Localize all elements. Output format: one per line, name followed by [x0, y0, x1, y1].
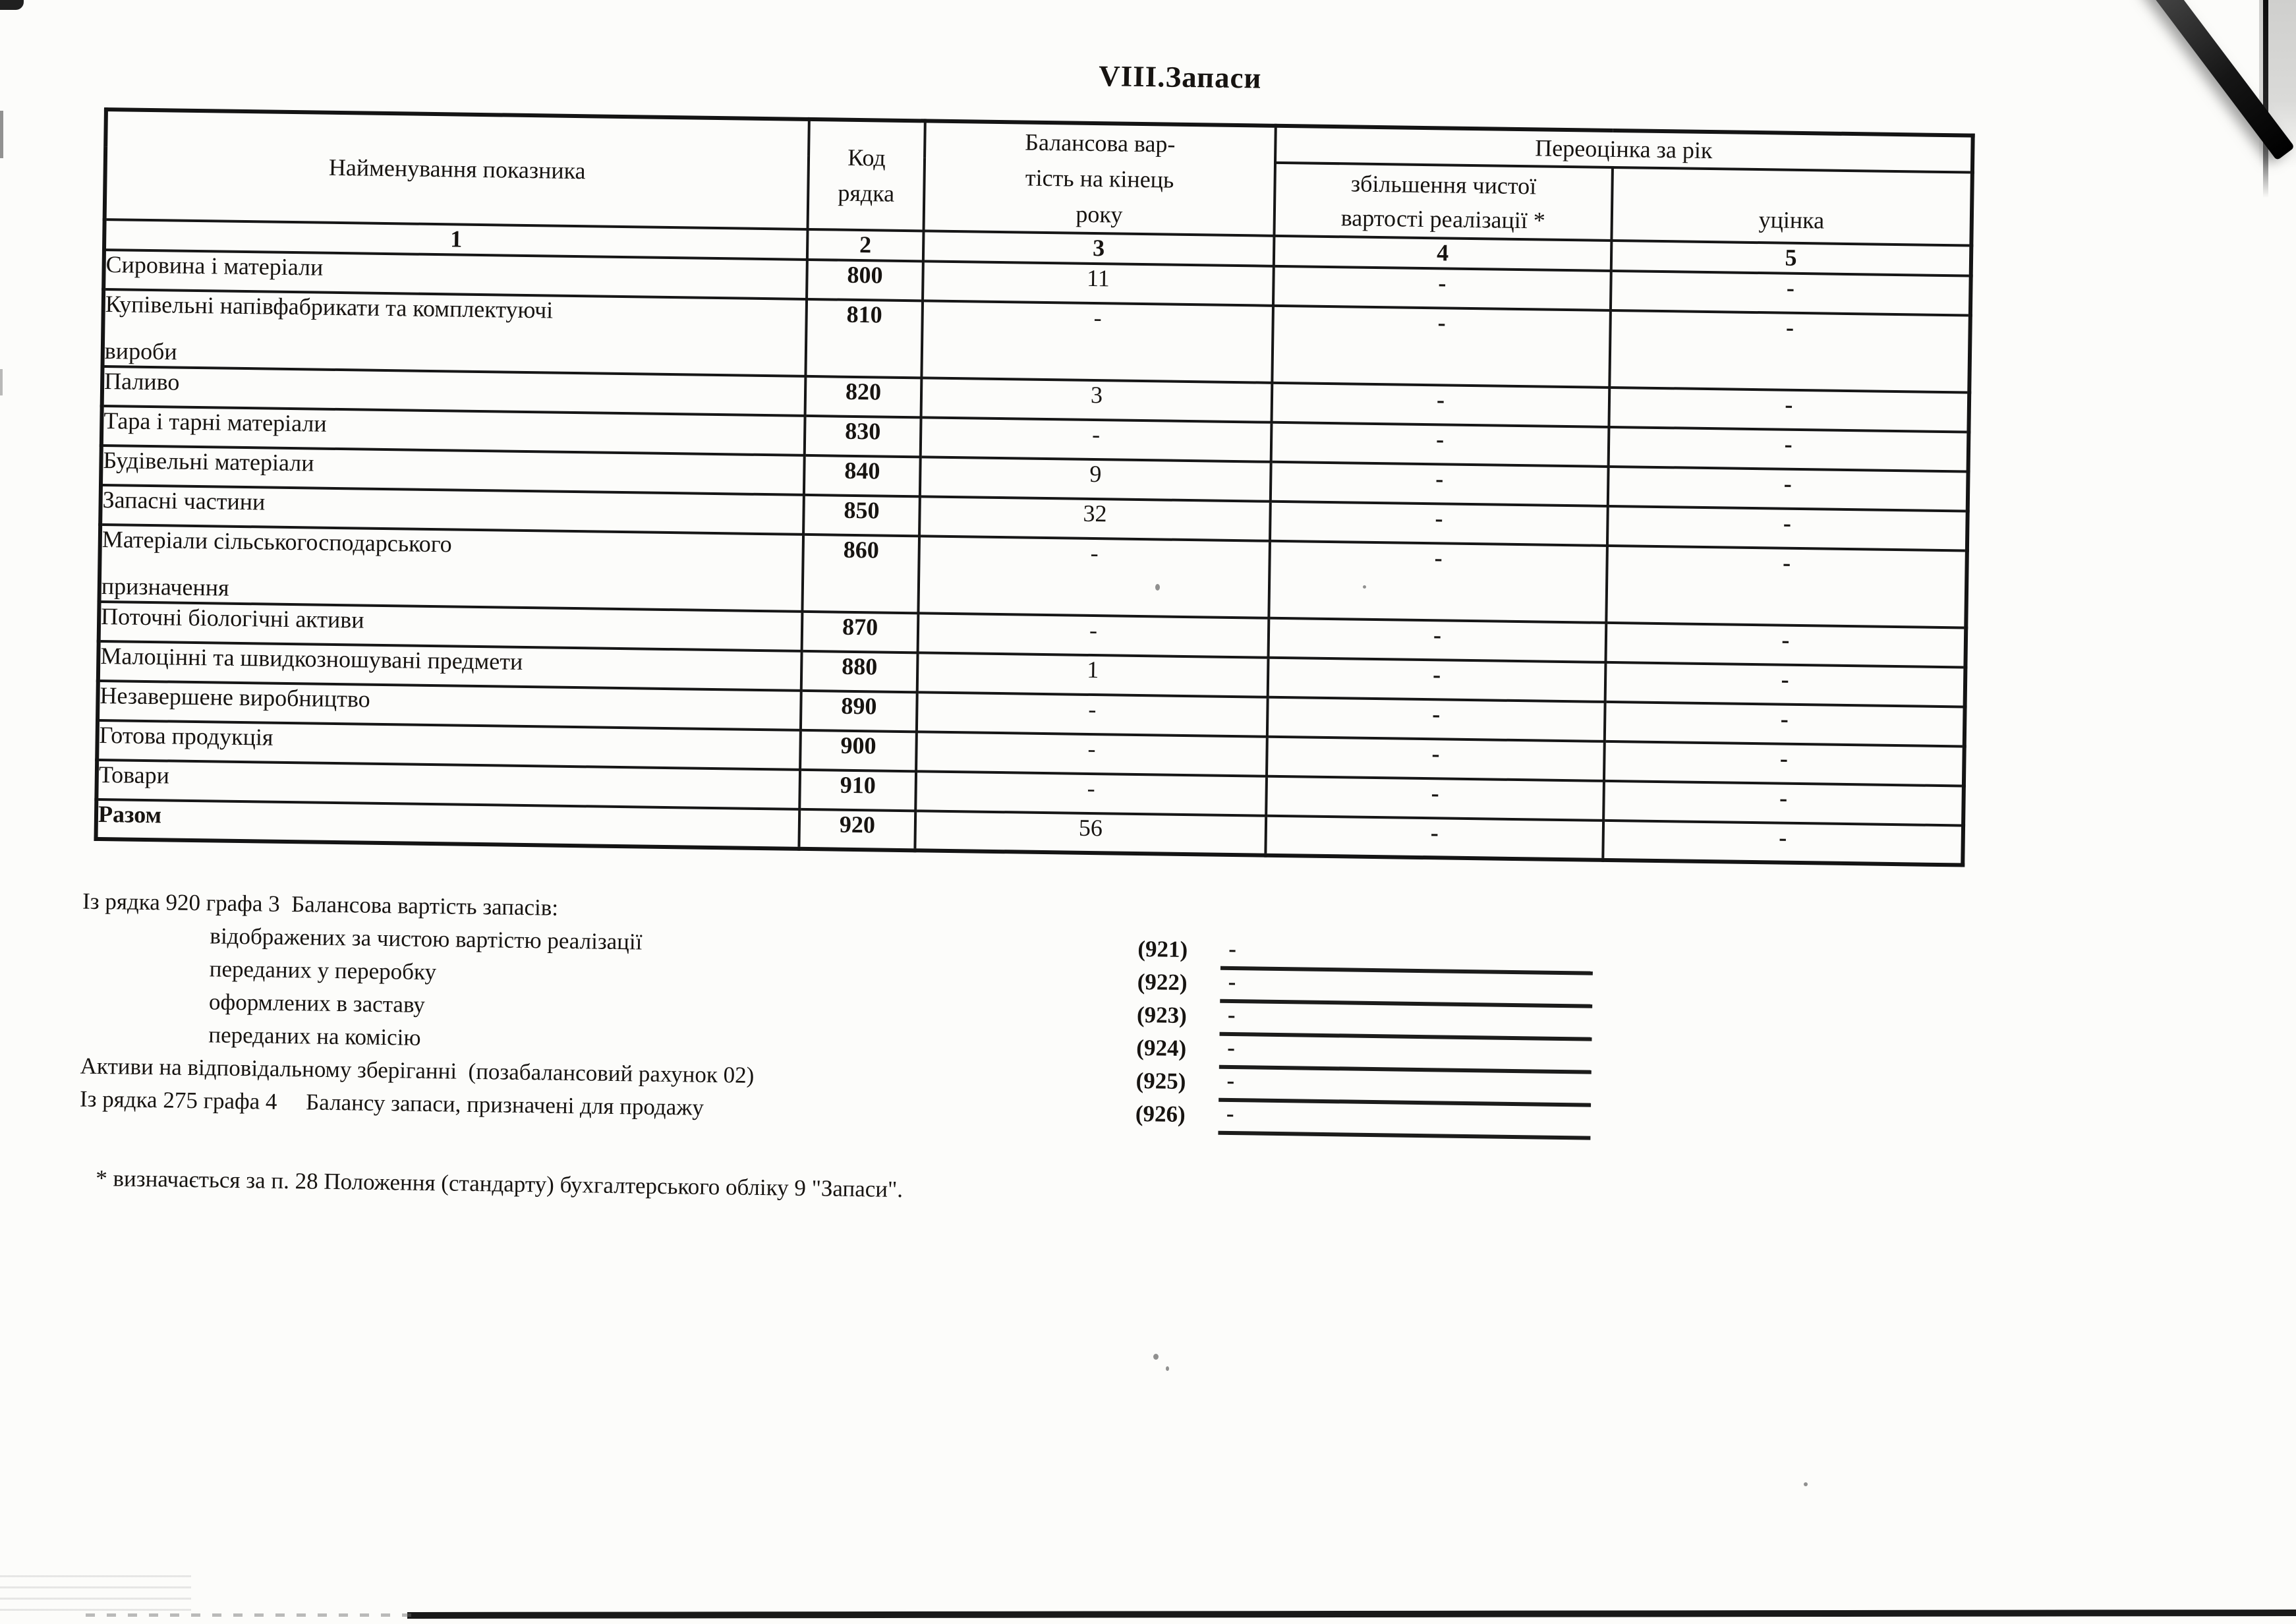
- row-balance-value: 1: [917, 652, 1269, 697]
- row-code: 910: [799, 769, 916, 810]
- row-name: Разом: [98, 800, 162, 828]
- row-code: 840: [804, 455, 921, 496]
- scan-artifact-corner: [0, 0, 24, 10]
- row-increase-value: -: [1268, 657, 1606, 701]
- row-balance-value: -: [915, 771, 1267, 815]
- footnote-code: (924): [1136, 1035, 1187, 1062]
- row-markdown-value: -: [1603, 780, 1964, 825]
- column-number-1: 1: [104, 219, 808, 260]
- row-increase-value: -: [1272, 306, 1611, 388]
- footnote-value: -: [1228, 935, 1237, 962]
- row-balance-value: 9: [920, 457, 1271, 501]
- header-name: Найменування показника: [105, 109, 809, 229]
- header-balance: Балансова вар- тість на кінець року: [924, 121, 1276, 235]
- row-name: Запасні частини: [102, 486, 266, 515]
- footnote-value: -: [1227, 1001, 1236, 1028]
- footnote-code: (926): [1135, 1101, 1186, 1128]
- row-balance-value: -: [918, 536, 1270, 618]
- scan-speck: [1166, 1366, 1169, 1371]
- row-markdown-value: -: [1611, 271, 1971, 316]
- header-revaluation-group: Переоцінка за рік: [1275, 126, 1973, 173]
- header-increase: збільшення чистої вартості реалізації *: [1274, 163, 1612, 241]
- column-number-2: 2: [807, 229, 924, 261]
- footnote-code: (921): [1137, 936, 1188, 963]
- row-code: 850: [803, 495, 920, 536]
- row-balance-value: 11: [923, 261, 1274, 305]
- row-increase-value: -: [1271, 422, 1609, 467]
- row-code: 920: [799, 809, 915, 850]
- row-markdown-value: -: [1609, 310, 1970, 392]
- row-markdown-value: -: [1605, 622, 1966, 667]
- row-name: Купівельні напівфабрикати та комплектуючі: [105, 291, 554, 324]
- row-code: 810: [805, 299, 923, 378]
- row-name: Малоцінні та швидкозношувані предмети: [100, 642, 523, 675]
- row-markdown-value: -: [1603, 820, 1963, 865]
- scan-artifact-bottom-dashes: [86, 1613, 415, 1617]
- row-markdown-value: -: [1605, 701, 1965, 746]
- header-markdown: уцінка: [1611, 167, 1972, 245]
- footnote-intro: Із рядка 920 графа 3 Балансова вартість запасів:: [82, 888, 559, 921]
- row-code: 830: [805, 416, 921, 457]
- footnote-value: -: [1226, 1100, 1234, 1127]
- scan-speck: [1153, 1354, 1159, 1360]
- row-increase-value: -: [1267, 697, 1605, 741]
- column-number-4: 4: [1274, 236, 1612, 271]
- scan-speck: [1363, 585, 1366, 589]
- row-markdown-value: -: [1607, 506, 1968, 551]
- row-balance-value: -: [921, 301, 1273, 382]
- row-markdown-value: -: [1608, 467, 1968, 511]
- footnote-code: (922): [1137, 969, 1188, 996]
- footnote-label: переданих на комісію: [208, 1022, 421, 1051]
- column-number-3: 3: [923, 231, 1275, 266]
- footnote-label: переданих у переробку: [209, 956, 437, 985]
- row-increase-value: -: [1269, 618, 1607, 662]
- row-increase-value: -: [1267, 736, 1605, 780]
- row-markdown-value: -: [1605, 662, 1966, 707]
- row-increase-value: -: [1265, 815, 1603, 859]
- row-name: Незавершене виробництво: [100, 682, 370, 712]
- footnote-label: оформлених в заставу: [208, 989, 426, 1018]
- row-code: 860: [802, 535, 919, 613]
- footnote-label: Із рядка 275 графа 4 Балансу запаси, призначені для продажу: [79, 1086, 704, 1120]
- footnote-label: Активи на відповідальному зберіганні (позабалансовий рахунок 02): [80, 1053, 755, 1088]
- scan-speck: [1804, 1482, 1808, 1486]
- row-increase-value: -: [1266, 776, 1604, 820]
- scan-artifact-bottom-left-noise: [0, 1570, 191, 1611]
- row-balance-value: -: [916, 732, 1267, 776]
- row-balance-value: 56: [915, 811, 1266, 855]
- footnote-underline: [1218, 1131, 1590, 1140]
- row-code: 900: [800, 730, 917, 770]
- inventory-table: [94, 107, 1974, 867]
- row-markdown-value: -: [1609, 388, 1969, 432]
- row-name: Готова продукція: [99, 721, 273, 751]
- asterisk-note: * визначається за п. 28 Положення (стандарту) бухгалтерського обліку 9 "Запаси".: [96, 1165, 904, 1203]
- row-name-cell: [103, 289, 807, 376]
- row-code: 800: [807, 260, 923, 301]
- footnote-value: -: [1226, 1067, 1235, 1094]
- footnote-label: відображених за чистою вартістю реалізації: [210, 923, 643, 955]
- row-code: 880: [801, 651, 918, 691]
- row-name: Сировина і матеріали: [105, 251, 324, 281]
- row-code: 870: [802, 611, 919, 652]
- row-increase-value: -: [1273, 266, 1611, 310]
- row-code: 820: [805, 376, 922, 417]
- row-balance-value: -: [918, 613, 1269, 657]
- row-name-line2: призначення: [101, 573, 229, 601]
- row-increase-value: -: [1270, 502, 1608, 546]
- row-markdown-value: -: [1609, 427, 1969, 472]
- row-name: Паливо: [103, 367, 180, 395]
- footnote-value: -: [1226, 1034, 1236, 1061]
- column-number-5: 5: [1611, 241, 1972, 276]
- row-name: Поточні біологічні активи: [100, 602, 364, 633]
- row-increase-value: -: [1272, 383, 1610, 427]
- header-row-code: Код рядка: [808, 119, 925, 231]
- page-title: VIII.Запаси: [1098, 59, 1262, 95]
- scan-speck: [1155, 584, 1160, 591]
- row-balance-value: -: [917, 692, 1268, 736]
- row-name: Тара і тарні матеріали: [103, 407, 327, 437]
- row-balance-value: 3: [921, 378, 1273, 422]
- row-name-line2: вироби: [104, 337, 177, 365]
- scan-artifact-right-line: [2263, 0, 2268, 198]
- row-markdown-value: -: [1606, 546, 1967, 627]
- row-name: Матеріали сільськогосподарського: [101, 525, 453, 558]
- row-balance-value: -: [921, 417, 1272, 461]
- row-increase-value: -: [1271, 462, 1609, 506]
- row-name-cell: [100, 525, 804, 612]
- footnote-code: (923): [1136, 1002, 1188, 1029]
- row-code: 890: [801, 690, 917, 731]
- footnote-value: -: [1228, 968, 1236, 995]
- inventory-table-body: [96, 250, 1971, 865]
- scan-artifact-left-tick-2: [0, 369, 3, 395]
- scan-artifact-left-tick: [0, 111, 3, 158]
- row-markdown-value: -: [1604, 741, 1965, 786]
- inventory-table-header: [104, 109, 1973, 276]
- row-name: Будівельні матеріали: [103, 446, 314, 477]
- row-increase-value: -: [1269, 541, 1607, 623]
- row-balance-value: 32: [919, 496, 1271, 540]
- footnote-code: (925): [1135, 1068, 1186, 1095]
- row-name: Товари: [98, 761, 170, 789]
